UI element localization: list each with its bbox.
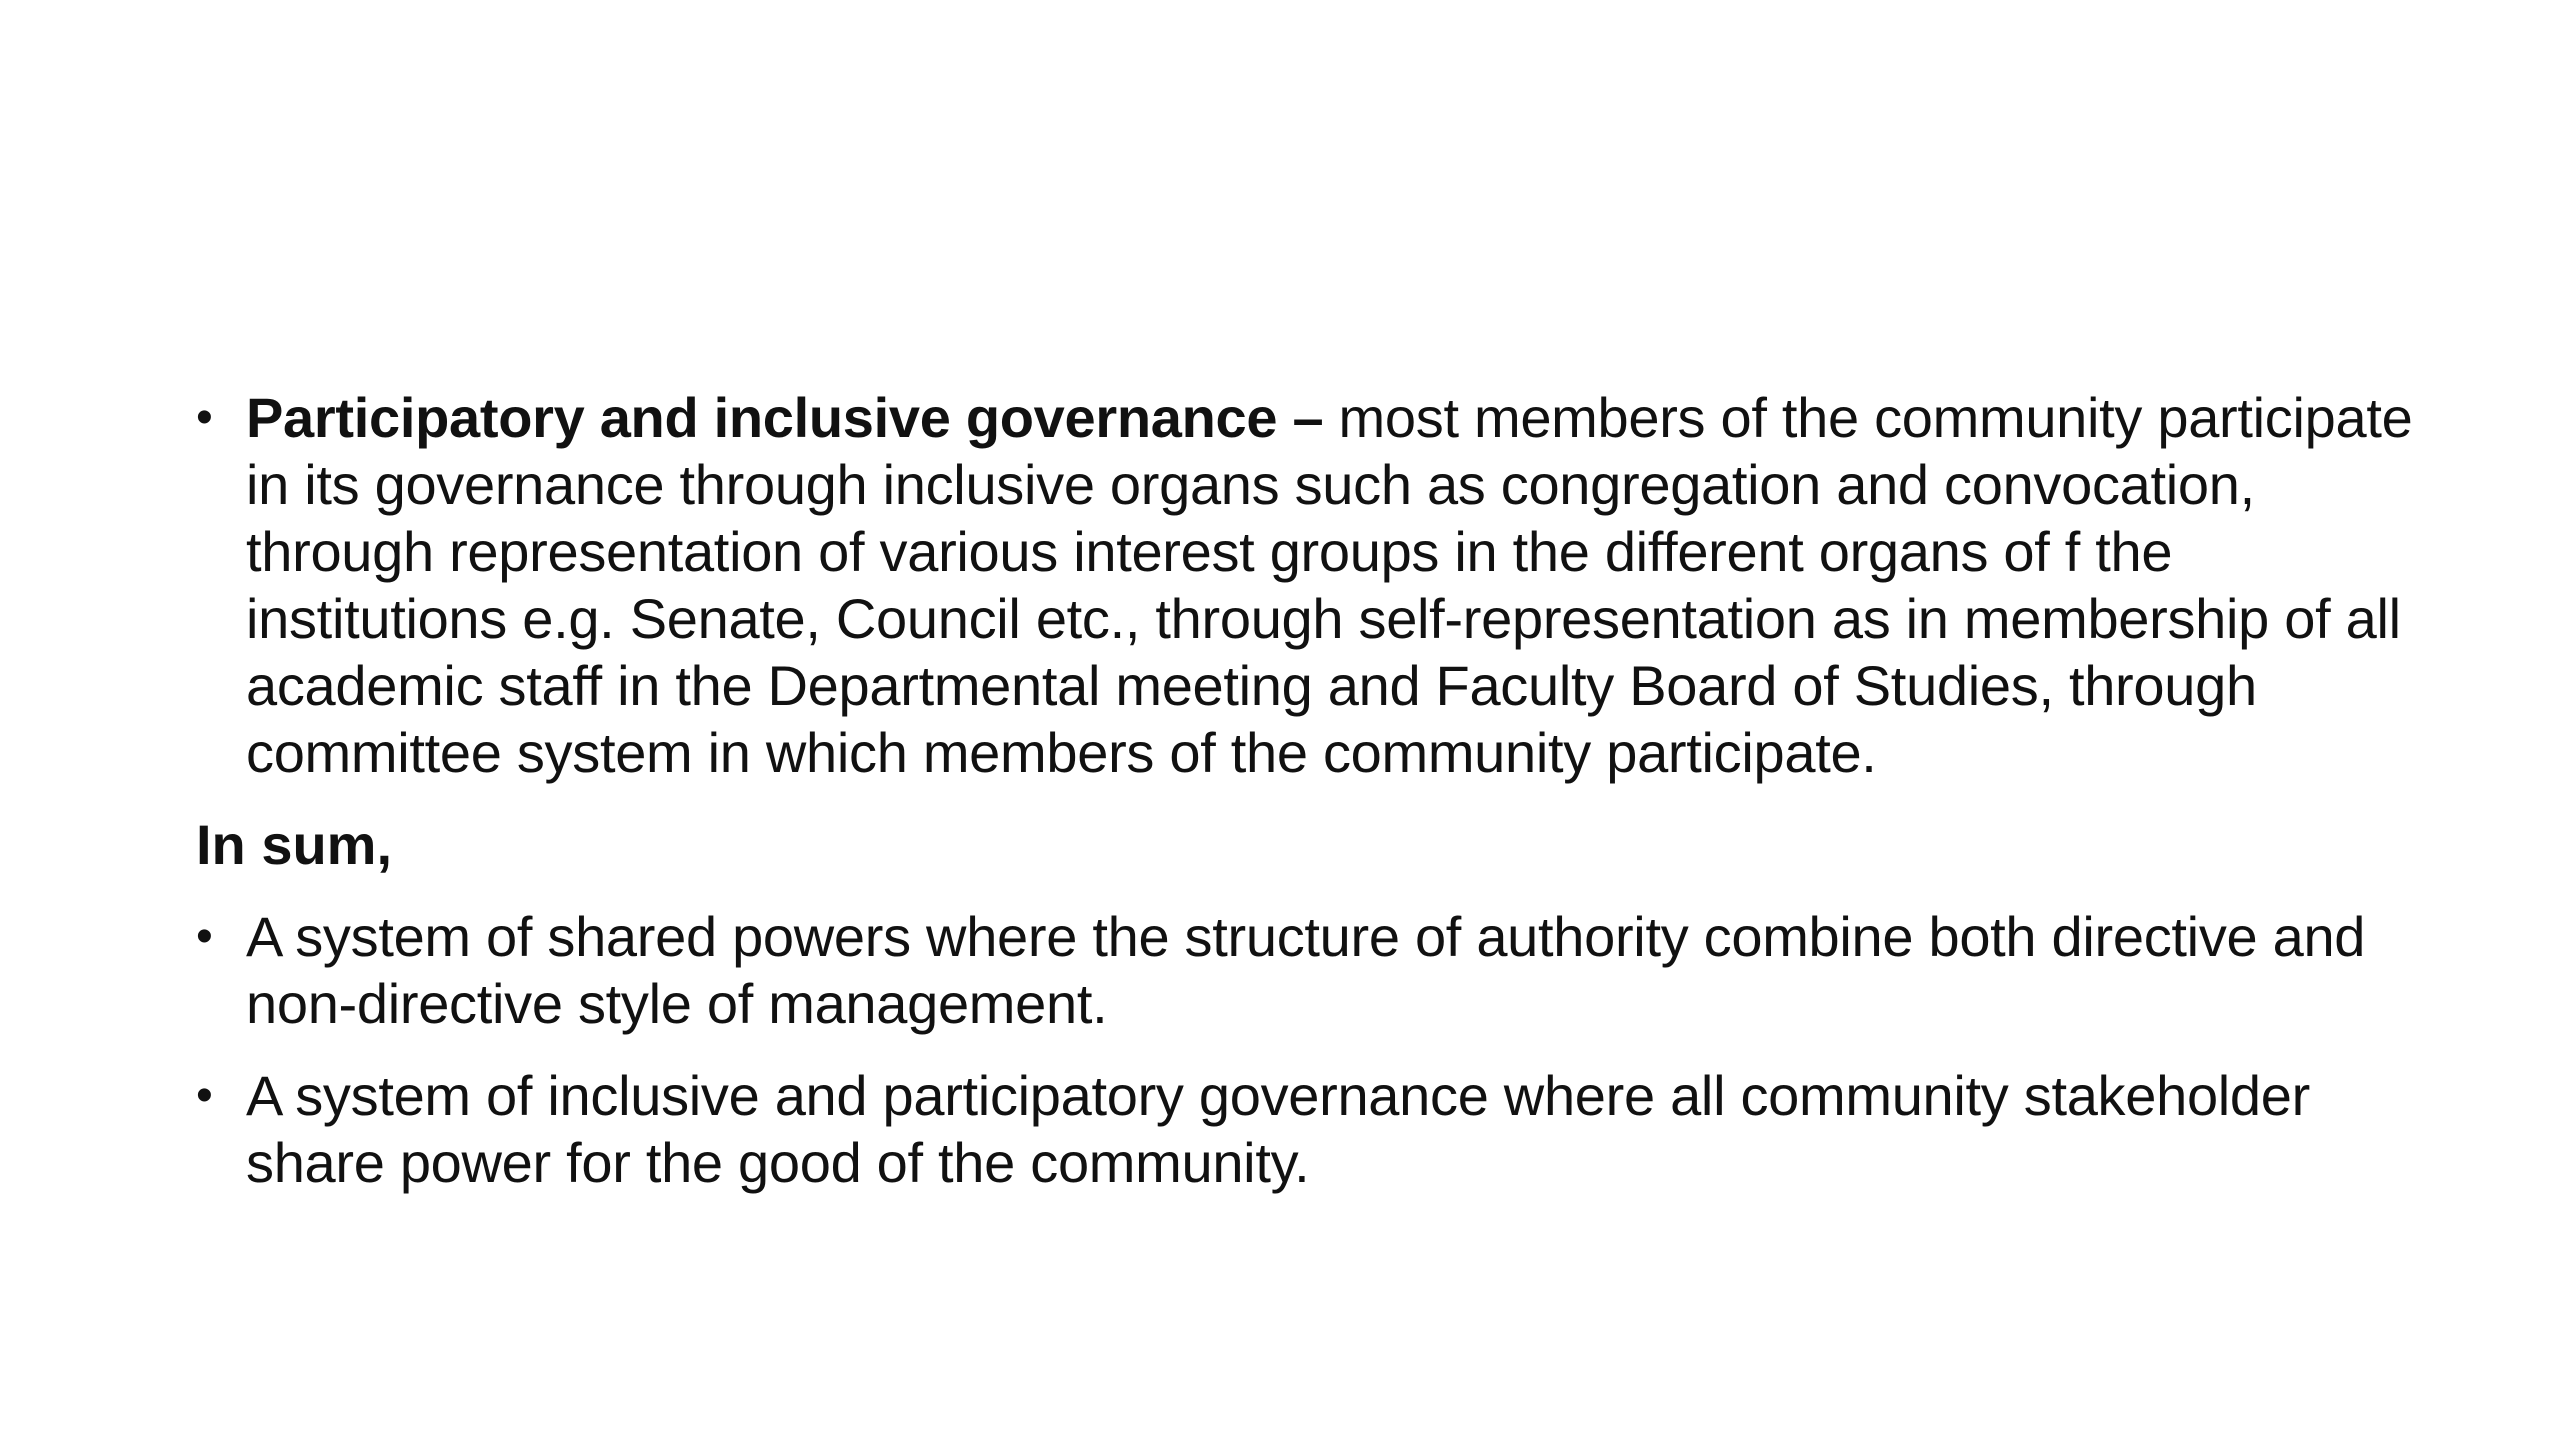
bullet-dot: • (196, 1069, 213, 1122)
bullet-shared-powers (196, 903, 2426, 1037)
bullet-inclusive-participatory (196, 1062, 2426, 1196)
bullet-bold-lead: Participatory and inclusive governance – (246, 386, 1324, 449)
bullet-dot: • (196, 391, 213, 444)
summary-heading: In sum, (196, 813, 393, 876)
bullet-text: most members of the community participate in its governance through inclusive organs such as congregation and convocation, through representation of various interest groups in the different organs of f the institutions e.g. Senate, Council etc., through self-representation as in membership of all academic staff in the Departmental meeting and Faculty Board of Studies, through committee system in which members of the community participate. (246, 386, 2413, 784)
bullet-participatory-governance (196, 384, 2426, 786)
bullet-text: A system of inclusive and participatory governance where all community stakeholder share power for the good of the community. (246, 1064, 2310, 1194)
slide-content (196, 384, 2426, 1196)
bullet-text: A system of shared powers where the structure of authority combine both directive and non-directive style of management. (246, 905, 2366, 1035)
bullet-dot: • (196, 910, 213, 963)
